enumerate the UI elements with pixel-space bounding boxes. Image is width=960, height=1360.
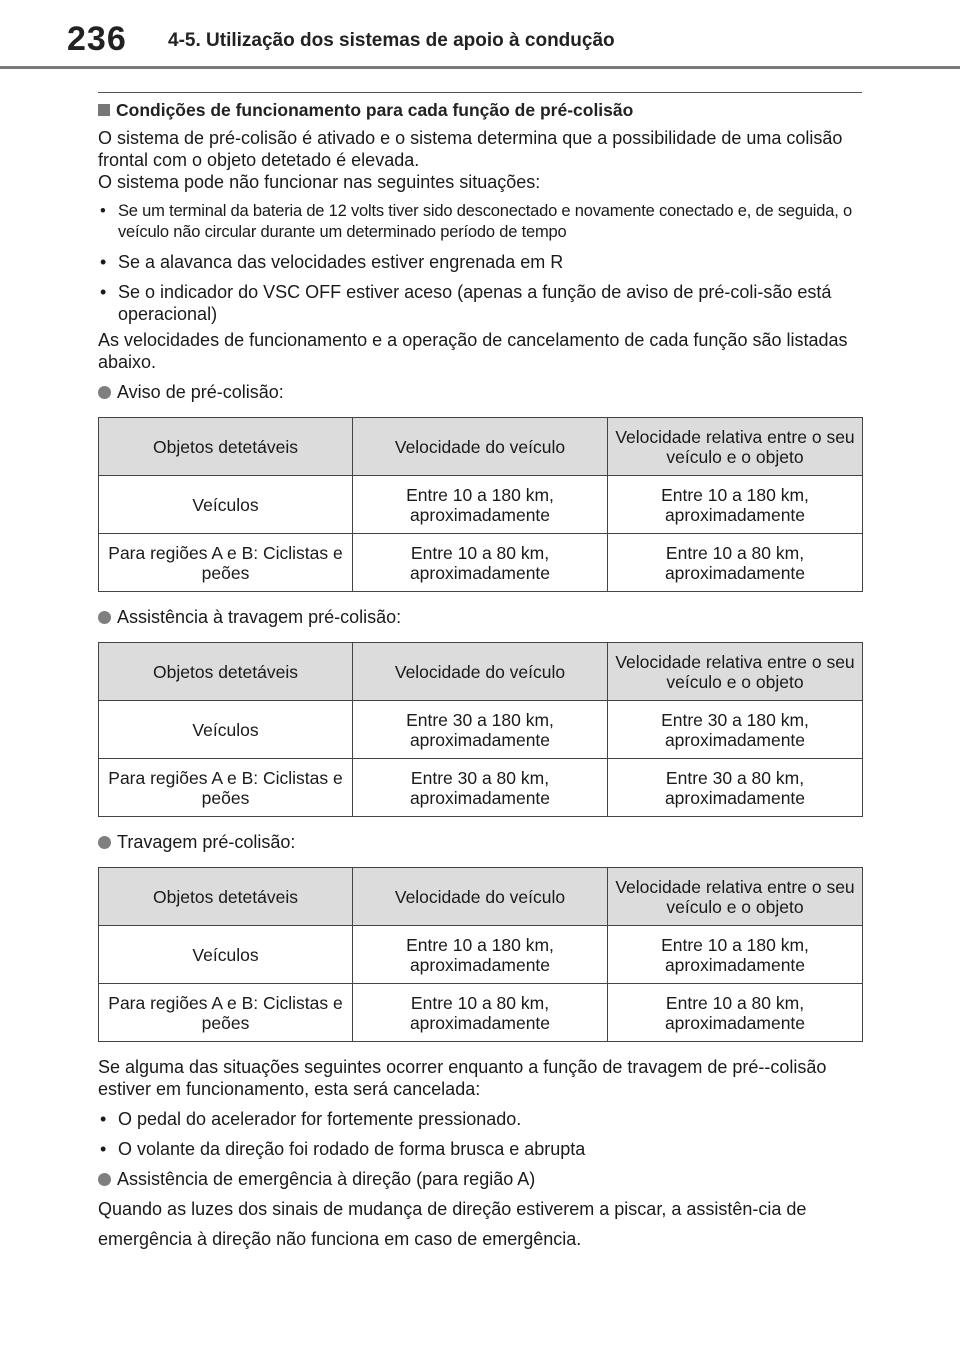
emergency-text: Quando as luzes dos sinais de mudança de direção estiverem a piscar, a assistên-cia de emergência à direção não funciona em caso de emergência. — [98, 1199, 807, 1249]
table-cell: Veículos — [99, 926, 353, 984]
table-cell: Veículos — [99, 476, 353, 534]
subsection-title-text: Travagem pré-colisão: — [117, 832, 296, 852]
table-cell: Entre 10 a 180 km, aproximadamente — [353, 926, 608, 984]
square-bullet-icon — [98, 104, 110, 116]
table-cell: Entre 30 a 80 km, aproximadamente — [353, 759, 608, 817]
list-item: • O pedal do acelerador for fortemente pressionado. — [98, 1108, 862, 1130]
table-cell: Para regiões A e B: Ciclistas e peões — [99, 984, 353, 1042]
table-row — [99, 534, 863, 592]
subsection-title — [98, 606, 862, 628]
circle-bullet-icon — [98, 1173, 111, 1186]
table-cell: Entre 10 a 180 km, aproximadamente — [353, 476, 608, 534]
section-title — [98, 99, 862, 121]
subsection-title-text: Assistência de emergência à direção (para região A) — [117, 1169, 536, 1189]
column-header: Velocidade relativa entre o seu veículo e o objeto — [608, 868, 863, 926]
subsection-title-text: Aviso de pré-colisão: — [117, 382, 284, 402]
speed-table-aviso — [98, 417, 863, 592]
speed-table-travagem — [98, 867, 863, 1042]
table-cell: Para regiões A e B: Ciclistas e peões — [99, 759, 353, 817]
section-title-text: Condições de funcionamento para cada função de pré-colisão — [116, 100, 634, 120]
table-cell: Para regiões A e B: Ciclistas e peões — [99, 534, 353, 592]
intro-paragraph-2: O sistema pode não funcionar nas seguintes situações: — [98, 172, 541, 192]
speeds-intro: As velocidades de funcionamento e a operação de cancelamento de cada função são listadas abaixo. — [98, 330, 848, 372]
column-header: Velocidade do veículo — [353, 418, 608, 476]
column-header: Velocidade relativa entre o seu veículo e o objeto — [608, 418, 863, 476]
table-row — [99, 701, 863, 759]
subsection-title — [98, 831, 862, 853]
table-row — [99, 759, 863, 817]
circle-bullet-icon — [98, 611, 111, 624]
column-header: Objetos detetáveis — [99, 868, 353, 926]
list-item: • Se a alavanca das velocidades estiver engrenada em R — [98, 251, 862, 273]
table-header-row — [99, 868, 863, 926]
cancel-intro: Se alguma das situações seguintes ocorrer enquanto a função de travagem de pré--colisão estiver em funcionamento, esta será cancelada: — [98, 1057, 827, 1099]
list-item: • O volante da direção foi rodado de forma brusca e abrupta — [98, 1138, 862, 1160]
table-cell: Entre 10 a 80 km, aproximadamente — [608, 984, 863, 1042]
table-row — [99, 984, 863, 1042]
list-item: • Se um terminal da bateria de 12 volts tiver sido desconectado e novamente conectado e, de seguida, o veículo não circular durante um determinado período de tempo — [98, 201, 862, 243]
circle-bullet-icon — [98, 836, 111, 849]
page-number: 236 — [67, 20, 127, 58]
page-header — [0, 0, 960, 70]
table-cell: Entre 10 a 180 km, aproximadamente — [608, 926, 863, 984]
subsection-title — [98, 381, 862, 403]
cancel-list — [98, 1108, 862, 1160]
table-header-row — [99, 643, 863, 701]
table-cell: Entre 10 a 80 km, aproximadamente — [353, 534, 608, 592]
table-row — [99, 476, 863, 534]
conditions-list — [98, 201, 862, 325]
table-cell: Entre 10 a 80 km, aproximadamente — [353, 984, 608, 1042]
column-header: Velocidade do veículo — [353, 868, 608, 926]
chapter-title: 4-5. Utilização dos sistemas de apoio à condução — [168, 30, 615, 51]
table-cell: Entre 10 a 180 km, aproximadamente — [608, 476, 863, 534]
list-item: • Se o indicador do VSC OFF estiver aceso (apenas a função de aviso de pré-coli-são está operacional) — [98, 281, 862, 325]
table-cell: Entre 30 a 180 km, aproximadamente — [608, 701, 863, 759]
table-cell: Veículos — [99, 701, 353, 759]
column-header: Objetos detetáveis — [99, 418, 353, 476]
column-header: Velocidade do veículo — [353, 643, 608, 701]
speed-table-assistencia — [98, 642, 863, 817]
table-cell: Entre 30 a 180 km, aproximadamente — [353, 701, 608, 759]
subsection-title-text: Assistência à travagem pré-colisão: — [117, 607, 402, 627]
subsection-title — [98, 1168, 862, 1190]
table-header-row — [99, 418, 863, 476]
section-divider — [98, 92, 862, 93]
table-cell: Entre 10 a 80 km, aproximadamente — [608, 534, 863, 592]
column-header: Velocidade relativa entre o seu veículo e o objeto — [608, 643, 863, 701]
circle-bullet-icon — [98, 386, 111, 399]
column-header: Objetos detetáveis — [99, 643, 353, 701]
page-content — [98, 92, 862, 1254]
header-divider — [0, 66, 960, 69]
intro-paragraph-1: O sistema de pré-colisão é ativado e o sistema determina que a possibilidade de uma colisão frontal com o objeto detetado é elevada. — [98, 128, 843, 170]
table-row — [99, 926, 863, 984]
table-cell: Entre 30 a 80 km, aproximadamente — [608, 759, 863, 817]
